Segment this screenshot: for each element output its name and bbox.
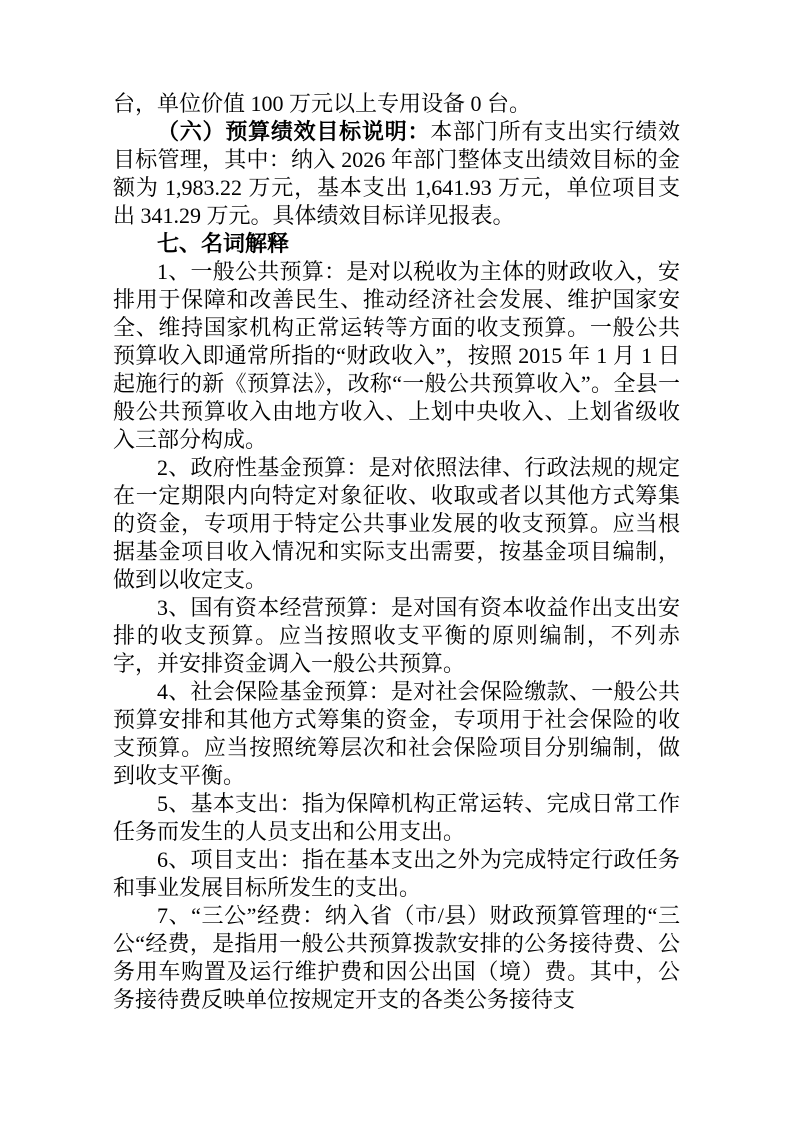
paragraph-general-public-budget (113, 258, 680, 454)
paragraph-lead: （六）预算绩效目标说明： (157, 119, 431, 144)
paragraph-text: 台，单位价值 100 万元以上专用设备 0 台。 (113, 91, 532, 116)
paragraph-special-equipment-continued (113, 90, 680, 118)
paragraph-text: 2、政府性基金预算：是对依照法律、行政法规的规定在一定期限内向特定对象征收、收取或者以其他方式筹集的资金，专项用于特定公共事业发展的收支预算。应当根据基金项目收入情况和实际支出需要，按基金项目编制，做到以收定支。 (113, 455, 680, 592)
document-body (113, 90, 680, 1014)
paragraph-text: 7、“三公”经费：纳入省（市/县）财政预算管理的“三公“经费，是指用一般公共预算拨款安排的公务接待费、公务用车购置及运行维护费和因公出国（境）费。其中，公务接待费反映单位按规定开支的各类公务接待支 (113, 903, 680, 1012)
paragraph-text: 6、项目支出：指在基本支出之外为完成特定行政任务和事业发展目标所发生的支出。 (113, 847, 680, 900)
paragraph-social-insurance-budget (113, 678, 680, 790)
section-heading-glossary (113, 230, 680, 258)
paragraph-project-expenditure (113, 846, 680, 902)
paragraph-text: 本部门所有支出实行绩效目标管理，其中：纳入 2026 年部门整体支出绩效目标的金额为 1,983.22 万元，基本支出 1,641.93 万元，单位项目支出 341.29 万元。具体绩效目标详见报表。 (113, 119, 680, 228)
paragraph-budget-performance-targets (113, 118, 680, 230)
paragraph-state-capital-budget (113, 594, 680, 678)
paragraph-basic-expenditure (113, 790, 680, 846)
paragraph-text: 3、国有资本经营预算：是对国有资本收益作出支出安排的收支预算。应当按照收支平衡的原则编制，不列赤字，并安排资金调入一般公共预算。 (113, 595, 680, 676)
paragraph-text: 4、社会保险基金预算：是对社会保险缴款、一般公共预算安排和其他方式筹集的资金，专项用于社会保险的收支预算。应当按照统筹层次和社会保险项目分别编制，做到收支平衡。 (113, 679, 680, 788)
paragraph-three-public-funds (113, 902, 680, 1014)
section-heading-text: 七、名词解释 (157, 231, 290, 256)
paragraph-text: 5、基本支出：指为保障机构正常运转、完成日常工作任务而发生的人员支出和公用支出。 (113, 791, 680, 844)
paragraph-text: 1、一般公共预算：是对以税收为主体的财政收入，安排用于保障和改善民生、推动经济社会发展、维护国家安全、维持国家机构正常运转等方面的收支预算。一般公共预算收入即通常所指的“财政收入”，按照 2015 年 1 月 1 日起施行的新《预算法》，改称“一般公共预算收入”。全县一般公共预算收入由地方收入、上划中央收入、上划省级收入三部分构成。 (113, 259, 680, 452)
paragraph-government-fund-budget (113, 454, 680, 594)
